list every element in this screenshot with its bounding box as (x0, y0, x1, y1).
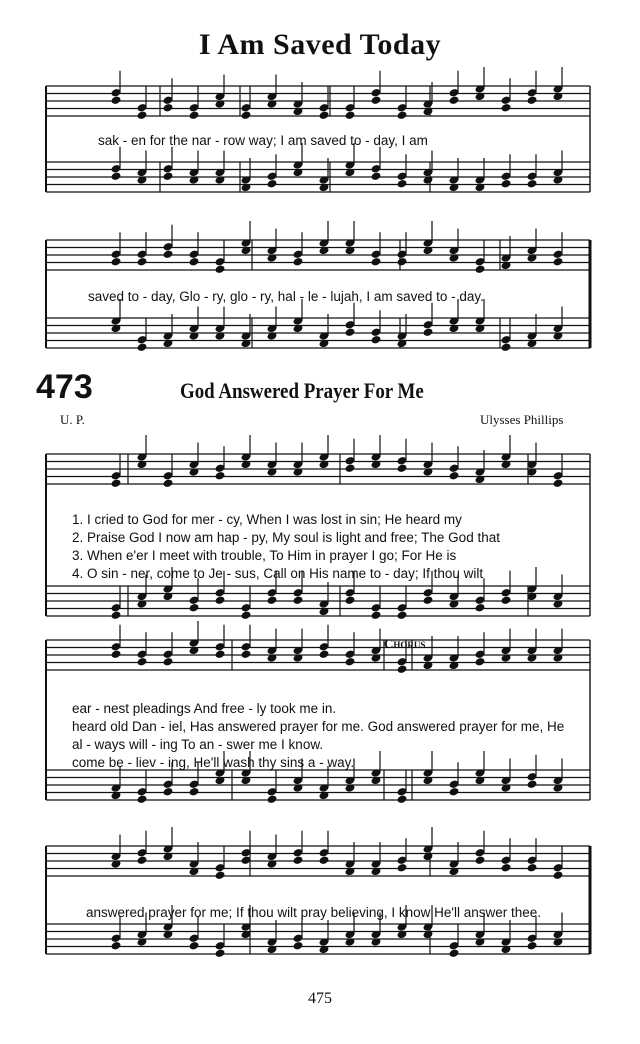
note-head (319, 110, 330, 120)
note-head (267, 794, 278, 804)
note-head (449, 95, 460, 105)
note-head (319, 649, 330, 659)
note-head (501, 342, 512, 352)
author-initials: U. P. (60, 412, 85, 427)
note-head (553, 478, 564, 488)
note-head (163, 657, 174, 667)
note-head (449, 471, 460, 481)
note-head (397, 664, 408, 674)
verse-4-cont: come be - liev - ing, He'll wash thy sins a - way. (72, 755, 355, 770)
note-head (163, 787, 174, 797)
note-head (241, 110, 252, 120)
note-head (137, 110, 148, 120)
note-head (345, 657, 356, 667)
note-head (397, 794, 408, 804)
note-head (527, 179, 538, 189)
note-head (397, 863, 408, 873)
note-head (501, 179, 512, 189)
note-head (371, 95, 382, 105)
note-head (345, 595, 356, 605)
note-head (345, 327, 356, 337)
note-head (111, 171, 122, 181)
note-head (111, 478, 122, 488)
note-head (475, 603, 486, 613)
note-head (449, 787, 460, 797)
note-head (371, 171, 382, 181)
note-head (111, 941, 122, 951)
note-head (137, 342, 148, 352)
note-head (293, 595, 304, 605)
note-head (423, 595, 434, 605)
note-head (111, 649, 122, 659)
note-head (189, 787, 200, 797)
verse-3-cont: al - ways will - ing To an - swer me I know. (72, 737, 324, 752)
note-head (215, 649, 226, 659)
note-head (345, 463, 356, 473)
note-head (137, 855, 148, 865)
note-head (527, 95, 538, 105)
verse-1: 1. I cried to God for mer - cy, When I was lost in sin; He heard my (72, 512, 462, 527)
verse-4: 4. O sin - ner, come to Je - sus, Call on His name to - day; If thou wilt (72, 566, 484, 581)
note-head (371, 257, 382, 267)
note-head (397, 257, 408, 267)
page-number: 475 (308, 990, 332, 1007)
note-head (137, 794, 148, 804)
hymn-title-top: I Am Saved Today (198, 28, 442, 61)
note-head (241, 649, 252, 659)
note-head (475, 264, 486, 274)
chorus-lyric: answered prayer for me; If thou wilt pray believing, I know He'll answer thee. (86, 905, 542, 920)
note-head (501, 103, 512, 113)
note-head (527, 941, 538, 951)
lyric-line: saved to - day, Glo - ry, glo - ry, hal - le - lujah, I am saved to - day. (88, 289, 484, 304)
verse-2-cont: heard old Dan - iel, Has answered prayer for me. God answered prayer for me, He (72, 719, 565, 734)
note-head (137, 657, 148, 667)
note-head (163, 478, 174, 488)
note-head (345, 110, 356, 120)
note-head (553, 870, 564, 880)
note-head (137, 257, 148, 267)
note-head (111, 610, 122, 620)
note-head (423, 327, 434, 337)
note-head (215, 471, 226, 481)
hymn-title: God Answered Prayer For Me (180, 378, 424, 403)
note-head (475, 657, 486, 667)
note-head (319, 855, 330, 865)
note-head (501, 595, 512, 605)
note-head (449, 948, 460, 958)
note-head (397, 110, 408, 120)
note-head (189, 603, 200, 613)
note-head (293, 941, 304, 951)
note-head (527, 779, 538, 789)
note-head (241, 610, 252, 620)
note-head (111, 257, 122, 267)
note-head (397, 610, 408, 620)
note-head (293, 855, 304, 865)
note-head (501, 863, 512, 873)
note-head (293, 257, 304, 267)
lyric-line: sak - en for the nar - row way; I am saved to - day, I am (98, 133, 428, 148)
note-head (475, 855, 486, 865)
note-head (371, 610, 382, 620)
note-head (267, 595, 278, 605)
author-name: Ulysses Phillips (480, 412, 564, 427)
note-head (163, 103, 174, 113)
chorus-label: Chorus (384, 636, 426, 651)
note-head (189, 941, 200, 951)
note-head (215, 870, 226, 880)
note-head (215, 595, 226, 605)
note-head (215, 264, 226, 274)
note-head (553, 257, 564, 267)
note-head (111, 95, 122, 105)
note-head (163, 249, 174, 259)
note-head (189, 110, 200, 120)
note-head (267, 179, 278, 189)
verse-3: 3. When e'er I meet with trouble, To Him in prayer I go; For He is (72, 548, 457, 563)
verse-2: 2. Praise God I now am hap - py, My soul is light and free; The God that (72, 530, 500, 545)
note-head (189, 257, 200, 267)
hymn-number: 473 (36, 368, 93, 406)
note-head (397, 463, 408, 473)
note-head (397, 179, 408, 189)
note-head (163, 171, 174, 181)
note-head (215, 948, 226, 958)
verse-1-cont: ear - nest pleadings And free - ly took me in. (72, 701, 337, 716)
note-head (371, 335, 382, 345)
note-head (527, 863, 538, 873)
